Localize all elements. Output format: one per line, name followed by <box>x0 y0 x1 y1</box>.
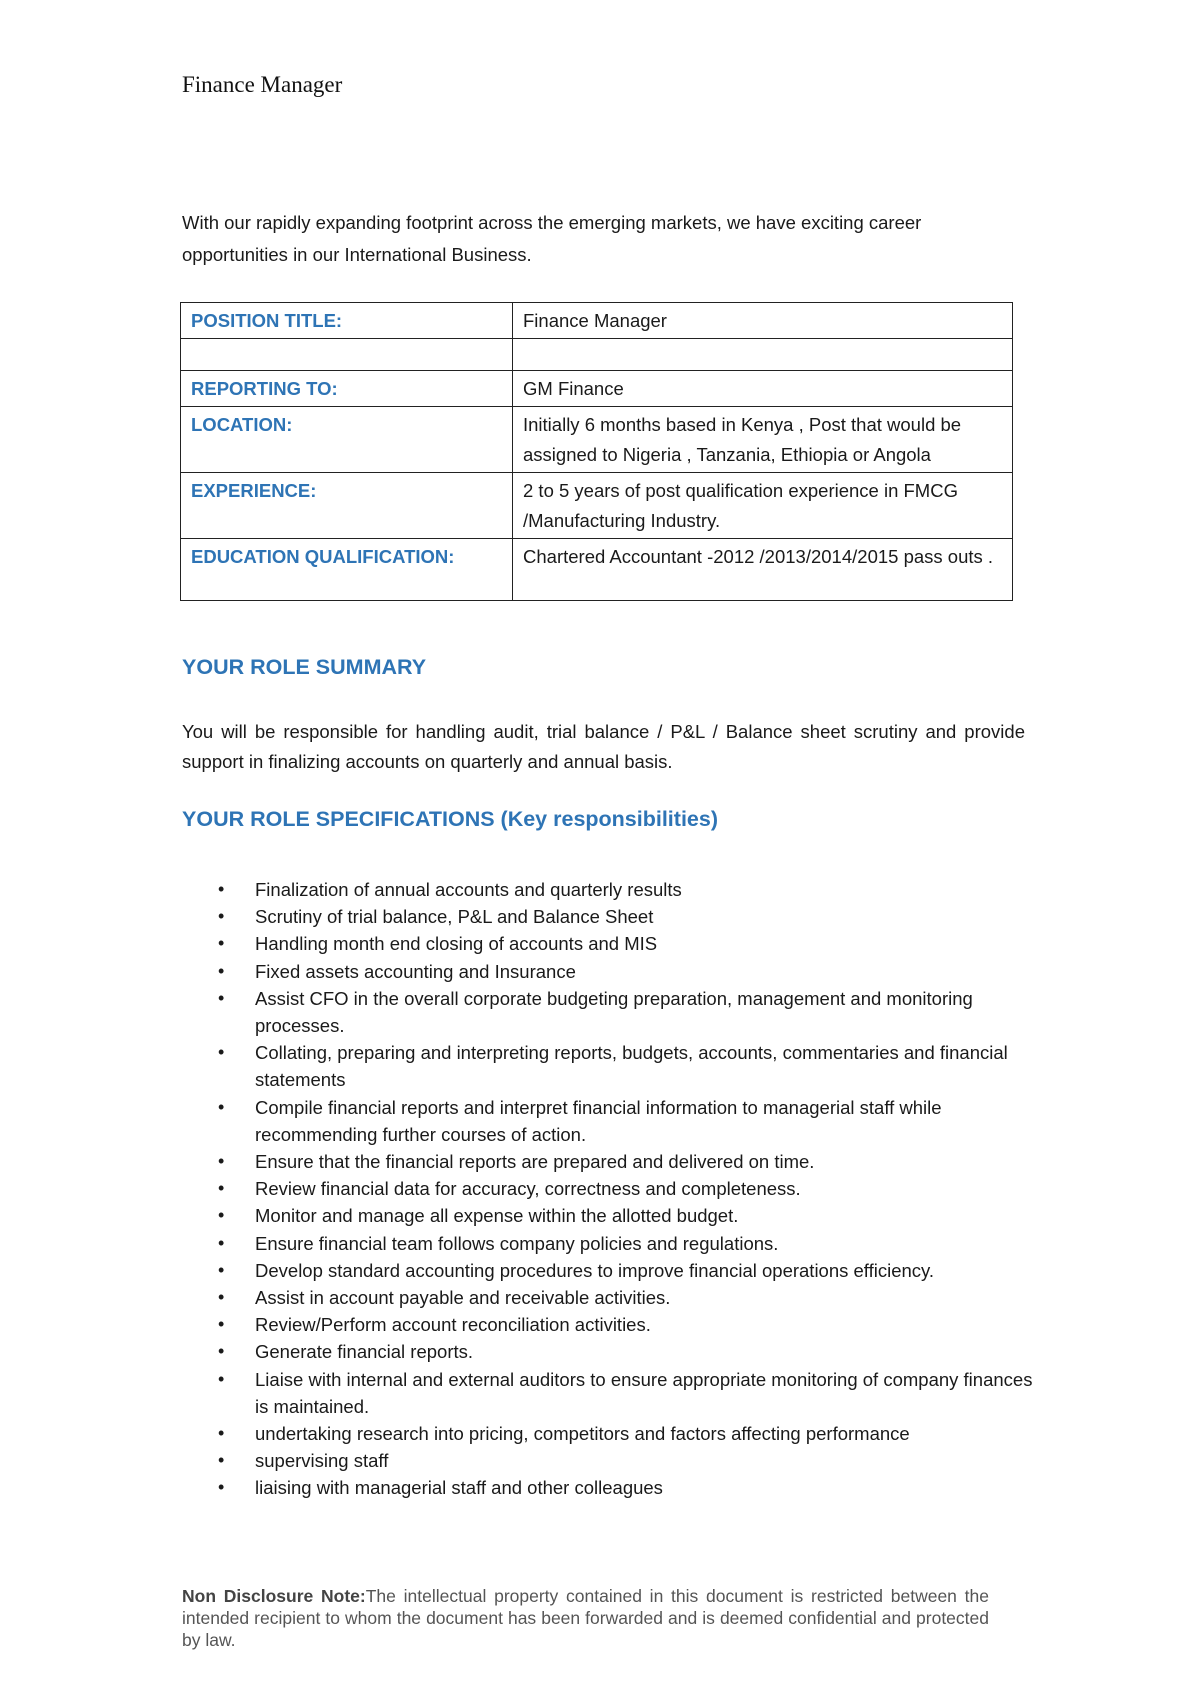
bullet-icon: • <box>218 1368 225 1389</box>
list-item-text: Develop standard accounting procedures to improve financial operations efficiency. <box>255 1259 935 1281</box>
list-item <box>182 1284 1042 1311</box>
list-item-text: Monitor and manage all expense within the allotted budget. <box>255 1205 739 1227</box>
bullet-icon: • <box>218 1042 225 1063</box>
list-item <box>182 1447 1042 1474</box>
bullet-icon: • <box>218 1259 225 1280</box>
bullet-icon: • <box>218 1232 225 1253</box>
list-item <box>182 1094 1042 1148</box>
reporting-to-label: REPORTING TO: <box>181 371 513 407</box>
responsibilities-list <box>182 876 1042 1502</box>
bullet-icon: • <box>218 1314 225 1335</box>
list-item <box>182 1175 1042 1202</box>
role-summary-text: You will be responsible for handling audit, trial balance / P&L / Balance sheet scrutiny and provide support in finalizing accounts on quarterly and annual basis. <box>182 721 1025 772</box>
list-item-text: Ensure financial team follows company policies and regulations. <box>255 1232 779 1254</box>
table-row <box>181 303 1013 339</box>
list-item-text: Compile financial reports and interpret financial information to managerial staff while recommending further courses of action. <box>255 1096 942 1145</box>
list-item <box>182 1257 1042 1284</box>
list-item-text: Ensure that the financial reports are prepared and delivered on time. <box>255 1151 815 1173</box>
intro-paragraph: With our rapidly expanding footprint across the emerging markets, we have exciting career opportunities in our International Business. <box>182 212 922 265</box>
bullet-icon: • <box>218 960 225 981</box>
list-item <box>182 958 1042 985</box>
location-label: LOCATION: <box>181 407 513 473</box>
bullet-icon: • <box>218 933 225 954</box>
list-item <box>182 1366 1042 1420</box>
list-item <box>182 903 1042 930</box>
bullet-icon: • <box>218 1341 225 1362</box>
list-item <box>182 1148 1042 1175</box>
role-specifications-heading: YOUR ROLE SPECIFICATIONS (Key responsibilities) <box>182 807 718 831</box>
list-item <box>182 1474 1042 1501</box>
table-row <box>181 539 1013 601</box>
list-item <box>182 1338 1042 1365</box>
list-item-text: Review financial data for accuracy, correctness and completeness. <box>255 1178 801 1200</box>
list-item-text: Review/Perform account reconciliation activities. <box>255 1314 651 1336</box>
bullet-icon: • <box>218 1151 225 1172</box>
list-item-text: Fixed assets accounting and Insurance <box>255 960 576 982</box>
bullet-icon: • <box>218 1423 225 1444</box>
non-disclosure-note <box>182 1585 989 1651</box>
bullet-icon: • <box>218 879 225 899</box>
bullet-icon: • <box>218 1450 225 1471</box>
list-item-text: undertaking research into pricing, competitors and factors affecting performance <box>255 1423 910 1445</box>
list-item <box>182 1202 1042 1229</box>
position-title-label: POSITION TITLE: <box>181 303 513 339</box>
experience-value: 2 to 5 years of post qualification experience in FMCG /Manufacturing Industry. <box>513 473 1013 539</box>
education-qualification-value: Chartered Accountant -2012 /2013/2014/2015 pass outs . <box>513 539 1013 601</box>
list-item-text: Assist CFO in the overall corporate budgeting preparation, management and monitoring processes. <box>255 987 973 1037</box>
role-summary-heading: YOUR ROLE SUMMARY <box>182 655 427 679</box>
list-item-text: supervising staff <box>255 1450 389 1472</box>
list-item-text: Handling month end closing of accounts and MIS <box>255 933 658 955</box>
note-text: The intellectual property contained in this document is restricted between the intended recipient to whom the document has been forwarded and is deemed confidential and protected by law. <box>182 1586 989 1650</box>
position-title-value: Finance Manager <box>513 303 1013 339</box>
bullet-icon: • <box>218 1178 225 1199</box>
note-label: Non Disclosure Note: <box>182 1586 366 1606</box>
table-row <box>181 371 1013 407</box>
reporting-to-value: GM Finance <box>513 371 1013 407</box>
page-title: Finance Manager <box>182 72 343 97</box>
list-item-text: Finalization of annual accounts and quarterly results <box>255 879 682 900</box>
list-item <box>182 930 1042 957</box>
list-item <box>182 876 1042 903</box>
bullet-icon: • <box>218 906 225 927</box>
position-details-table <box>180 302 1013 601</box>
list-item <box>182 1311 1042 1338</box>
table-row <box>181 407 1013 473</box>
list-item <box>182 1230 1042 1257</box>
bullet-icon: • <box>218 1287 225 1308</box>
list-item <box>182 985 1042 1039</box>
location-value: Initially 6 months based in Kenya , Post that would be assigned to Nigeria , Tanzania, Ethiopia or Angola <box>513 407 1013 473</box>
list-item <box>182 1039 1042 1093</box>
bullet-icon: • <box>218 1205 225 1226</box>
bullet-icon: • <box>218 987 225 1008</box>
bullet-icon: • <box>218 1477 225 1498</box>
table-row <box>181 473 1013 539</box>
list-item-text: Liaise with internal and external auditors to ensure appropriate monitoring of company finances is maintained. <box>255 1368 1033 1417</box>
empty-label-cell <box>181 339 513 371</box>
list-item <box>182 1420 1042 1447</box>
list-item-text: Assist in account payable and receivable activities. <box>255 1287 671 1309</box>
list-item-text: Collating, preparing and interpreting reports, budgets, accounts, commentaries and financial statements <box>255 1042 1008 1091</box>
education-qualification-label: EDUCATION QUALIFICATION: <box>181 539 513 601</box>
list-item-text: Scrutiny of trial balance, P&L and Balance Sheet <box>255 906 654 928</box>
list-item-text: Generate financial reports. <box>255 1341 474 1363</box>
list-item-text: liaising with managerial staff and other colleagues <box>255 1477 663 1499</box>
empty-value-cell <box>513 339 1013 371</box>
experience-label: EXPERIENCE: <box>181 473 513 539</box>
bullet-icon: • <box>218 1096 225 1117</box>
table-row-empty <box>181 339 1013 371</box>
